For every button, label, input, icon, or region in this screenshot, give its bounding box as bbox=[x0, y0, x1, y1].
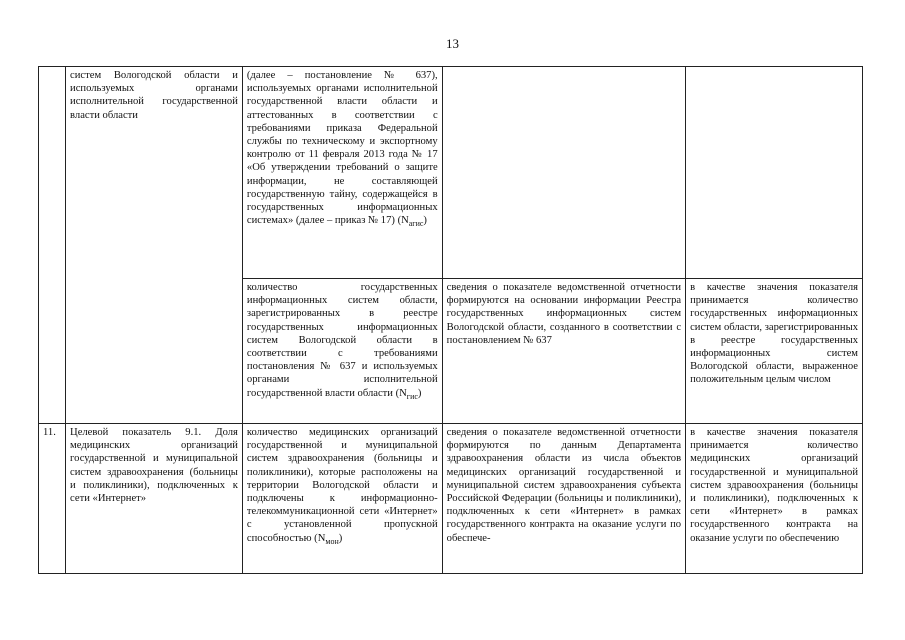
table-row bbox=[39, 424, 863, 574]
parameter-cell bbox=[242, 279, 442, 424]
page-number: 13 bbox=[446, 36, 459, 51]
parameter-subscript: мон bbox=[325, 536, 339, 546]
indicator-name-cell: Целевой показатель 9.1. Доля медицинских организаций государственной и муниципальной систем здравоохранения (больницы и поликлиники), подключенных к сети «Интернет» bbox=[66, 424, 243, 574]
source-cell: сведения о показателе ведомственной отчетности формируются на основании информации Реестра государственных информационных систем Вологодской области, созданного в соответствии с постановлением № 637 bbox=[442, 279, 685, 424]
parameter-cell bbox=[242, 67, 442, 279]
parameter-tail: ) bbox=[417, 387, 422, 399]
table-row bbox=[39, 67, 863, 279]
parameter-cell bbox=[242, 424, 442, 574]
parameter-text: (далее – постановление № 637), используемых органами исполнительной государственной власти области и аттестованных в соответствии с требованиями приказа Федеральной службы по техническому и экспортному контролю от 11 февраля 2013 года № 17 «Об утверждении требований о защите информации, не составляющей государственную тайну, содержащейся в государственных информационных системах» (далее – приказ № 17) (N bbox=[246, 70, 438, 227]
indicator-table bbox=[38, 66, 863, 574]
indicator-name-cell: систем Вологодской области и используемых органами исполнительной государственной власти области bbox=[66, 67, 243, 424]
method-cell: в качестве значения показателя принимается количество государственных информационных систем области, зарегистрированных в реестре государственных информационных систем Вологодской области, выраженное положительным целым числом bbox=[686, 279, 863, 424]
method-cell bbox=[686, 67, 863, 279]
row-number-cell bbox=[39, 67, 66, 424]
parameter-subscript: гис bbox=[406, 391, 418, 401]
source-cell: сведения о показателе ведомственной отчетности формируются по данным Департамента здравоохранения области из числа объектов медицинских организаций государственной и муниципальной систем здравоохранения субъекта Российской Федерации (больницы и поликлиники), подключенных к сети «Интернет» в рамках государственного контракта на оказание услуги по обеспече- bbox=[442, 424, 685, 574]
parameter-text: количество медицинских организаций государственной и муниципальной систем здравоохранения (больницы и поликлиники), которые расположены на территории Вологодской области и подключены к информационно-телекоммуникационной сети «Интернет» с установленной пропускной способностью (N bbox=[246, 427, 438, 544]
parameter-subscript: агис bbox=[408, 219, 424, 229]
parameter-text: количество государственных информационных систем области, зарегистрированных в реестре государственных информационных систем Вологодской области в соответствии с требованиями постановления № 637 и используемых органами исполнительной государственной власти области (N bbox=[246, 282, 438, 399]
parameter-tail: ) bbox=[338, 532, 343, 544]
row-number-cell: 11. bbox=[39, 424, 66, 574]
parameter-tail: ) bbox=[423, 215, 427, 227]
method-cell: в качестве значения показателя принимается количество медицинских организаций государственной и муниципальной систем здравоохранения (больницы и поликлиники), подключенных к сети «Интернет» в рамках государственного контракта на оказание услуги по обеспечению bbox=[686, 424, 863, 574]
source-cell bbox=[442, 67, 685, 279]
